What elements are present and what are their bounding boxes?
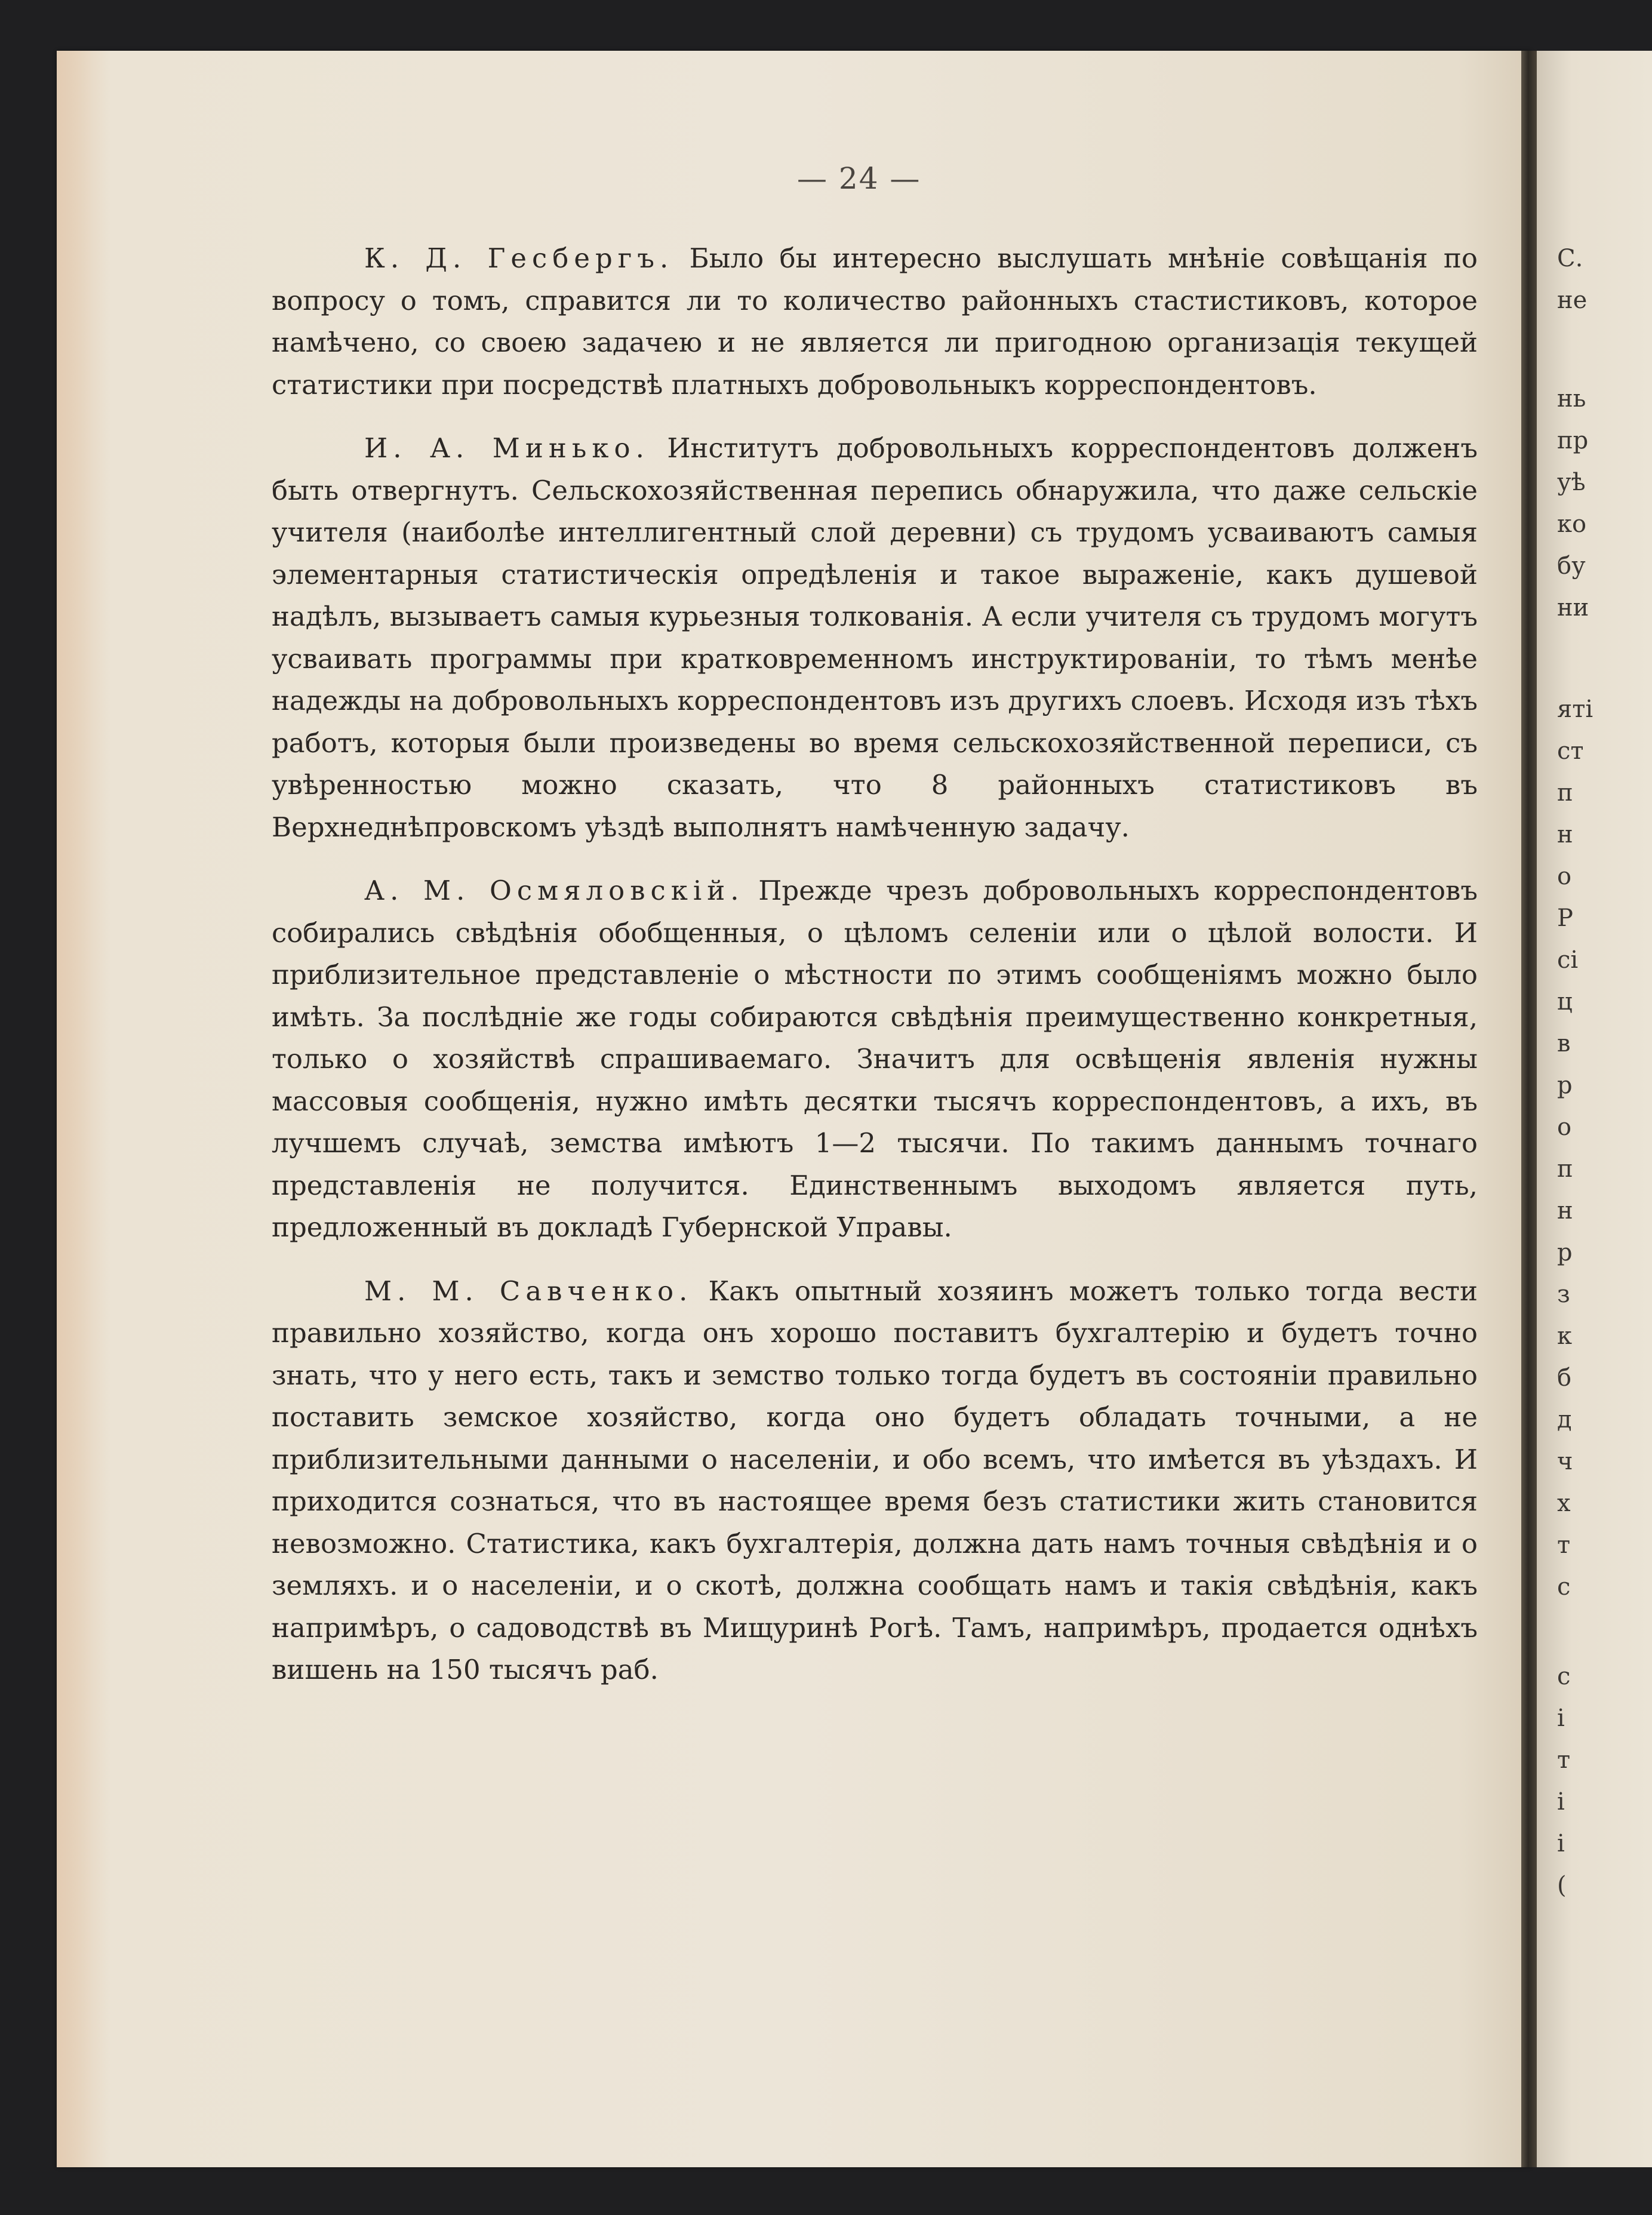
facing-page-fragment: ч bbox=[1557, 1448, 1573, 1475]
speaker-name: М. М. Савченко. bbox=[364, 1275, 693, 1307]
facing-page-fragment: з bbox=[1557, 1281, 1570, 1308]
paragraph-minko bbox=[272, 427, 1478, 848]
facing-page-fragment: і bbox=[1557, 1788, 1565, 1816]
book-spine bbox=[1521, 51, 1537, 2167]
paragraph-savchenko bbox=[272, 1270, 1478, 1691]
facing-page-fragment: р bbox=[1557, 1072, 1573, 1099]
facing-page-fragment: с bbox=[1557, 1663, 1571, 1690]
facing-page-fragment: т bbox=[1557, 1531, 1571, 1559]
facing-page-fragment: р bbox=[1557, 1239, 1573, 1266]
facing-page-fragment: т bbox=[1557, 1746, 1571, 1774]
facing-page-fragment: н bbox=[1557, 821, 1573, 848]
facing-page-fragment: ц bbox=[1557, 988, 1573, 1016]
facing-page-fragment: нь bbox=[1557, 385, 1586, 413]
speaker-name: А. М. Осмяловскій. bbox=[364, 875, 745, 906]
facing-page-fragment: пр bbox=[1557, 427, 1589, 454]
facing-page-fragment: сі bbox=[1557, 946, 1579, 974]
facing-page-fragment: уѣ bbox=[1557, 469, 1586, 496]
facing-page-fragment: яті bbox=[1557, 696, 1593, 723]
body-text bbox=[272, 238, 1478, 1713]
facing-page-fragment: х bbox=[1557, 1490, 1571, 1517]
facing-page-fragment: н bbox=[1557, 1197, 1573, 1225]
facing-page-fragment: не bbox=[1557, 287, 1588, 314]
facing-page-fragment: б bbox=[1557, 1364, 1572, 1392]
facing-page-fragment: в bbox=[1557, 1030, 1571, 1057]
facing-page-fragment: с bbox=[1557, 1573, 1571, 1601]
facing-page-fragment: ст bbox=[1557, 737, 1584, 765]
facing-page-fragment: ни bbox=[1557, 594, 1589, 622]
facing-page-fragment: С. bbox=[1557, 245, 1583, 272]
page-edge-shading bbox=[57, 51, 110, 2167]
facing-page-fragment: п bbox=[1557, 779, 1573, 807]
facing-page-fragment: д bbox=[1557, 1406, 1572, 1433]
page-number: — 24 — bbox=[797, 161, 921, 196]
facing-page-fragment: ко bbox=[1557, 510, 1587, 538]
facing-page-fragment: о bbox=[1557, 1113, 1572, 1141]
facing-page-fragment: к bbox=[1557, 1322, 1572, 1350]
speech-text: Какъ опытный хозяинъ можетъ только тогда вести правильно хозяйство, когда онъ хорошо поставитъ бухгалтерію и будетъ точно знать, что у него есть, такъ и земство только тогда будетъ въ состояніи правильно поставить земское хозяйство, когда оно будетъ обладать точными, а не приблизительными данными о населеніи, и обо всемъ, что имѣется въ уѣздахъ. И приходится сознаться, что въ настоящее время безъ статистики жить становится невозможно. Статистика, какъ бухгалтерія, должна дать намъ точныя свѣдѣнія и о земляхъ. и о населеніи, и о скотѣ, должна сообщать намъ и такія свѣдѣнія, какъ напримѣръ, о садоводствѣ въ Мищуринѣ Рогѣ. Тамъ, напримѣръ, продается однѣхъ вишень на 150 тысячъ раб. bbox=[272, 1275, 1478, 1685]
speech-text: Институтъ добровольныхъ корреспондентовъ долженъ быть отвергнутъ. Сельскохозяйственная перепись обнаружила, что даже сельскіе учителя (наиболѣе интеллигентный слой деревни) съ трудомъ усваиваютъ самыя элементарныя статистическія опредѣленія и такое вырaженіе, какъ душевой надѣлъ, вызываетъ самыя курьезныя толкованія. А если учителя съ трудомъ могутъ усваивать программы при кратковременномъ инструктированіи, то тѣмъ менѣе надежды на добровольныхъ корреспондентовъ изъ другихъ слоевъ. Исходя изъ тѣхъ работъ, которыя были произведены во время сельскохозяйственной переписи, съ увѣренностью можно сказать, что 8 районныхъ статистиковъ въ Верхнеднѣпровскомъ уѣздѣ выполнятъ намѣченную задачу. bbox=[272, 432, 1478, 843]
speaker-name: К. Д. Гесбергъ. bbox=[364, 242, 674, 274]
paragraph-osmyalovsky bbox=[272, 870, 1478, 1249]
facing-page-fragment: Р bbox=[1557, 905, 1573, 932]
paragraph-gesberg bbox=[272, 238, 1478, 406]
facing-page-fragment: бу bbox=[1557, 552, 1586, 580]
facing-page-fragment: ( bbox=[1557, 1872, 1567, 1899]
facing-page bbox=[1537, 51, 1652, 2167]
speaker-name: И. А. Минько. bbox=[364, 432, 650, 464]
speech-text: Было бы интересно выслушать мнѣніе совѣщанія по вопросу о томъ, справится ли то количество районныхъ стастистиковъ, которое намѣчено, со своею задачею и не является ли пригодною организація текущей статистики при посредствѣ платныхъ добровольныкъ корреспондентовъ. bbox=[272, 242, 1478, 401]
facing-page-fragment: о bbox=[1557, 863, 1572, 890]
facing-page-fragment: і bbox=[1557, 1705, 1565, 1732]
facing-page-fragment: і bbox=[1557, 1830, 1565, 1857]
facing-page-fragment: п bbox=[1557, 1155, 1573, 1183]
speech-text: Прежде чрезъ добровольныхъ корреспондентовъ собирались свѣдѣнія обобщенныя, о цѣломъ селеніи или о цѣлой волости. И приблизительное представленіе о мѣстности по этимъ сообщеніямъ можно было имѣть. За послѣдніе же годы собираются свѣдѣнія преимущественно конкретныя, только о хозяйствѣ спрашиваемаго. Значитъ для освѣщенія явленія нужны массовыя сообщенія, нужно имѣть десятки тысячъ корреспондентовъ, а ихъ, въ лучшемъ случаѣ, земства имѣютъ 1—2 тысячи. По такимъ даннымъ точнаго представленія не получится. Единственнымъ выходомъ является путь, предложенный въ докладѣ Губернской Управы. bbox=[272, 875, 1478, 1243]
